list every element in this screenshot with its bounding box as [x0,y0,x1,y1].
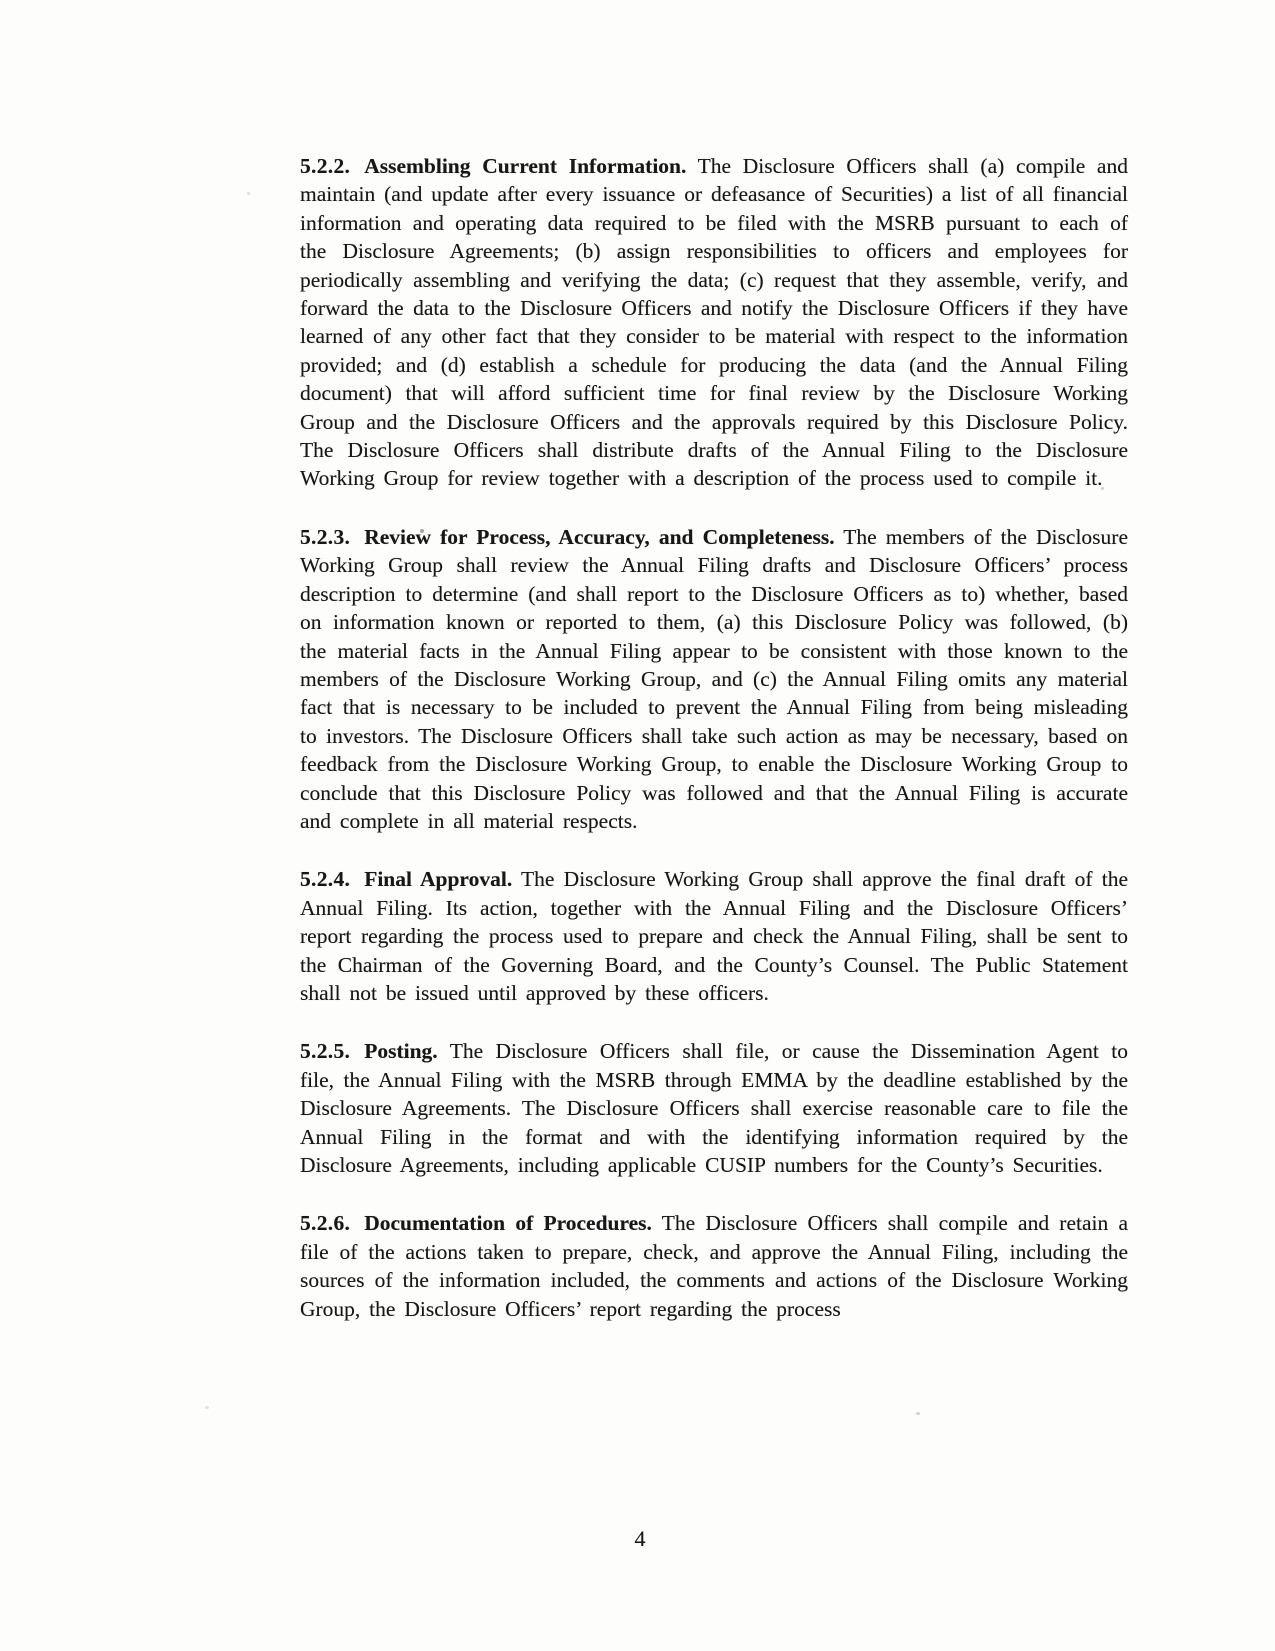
page-number: 4 [634,1526,646,1551]
scan-speck [247,192,250,195]
section-text: The Disclosure Working Group shall approve the final draft of the Annual Filing. Its action, together with the Annual Filing and the Disclosure Officers’ report regarding the process used to prepare and check the Annual Filing, shall be sent to the Chairman of the Governing Board, and the County’s Counsel. The Public Statement shall not be issued until approved by these officers. [300,867,1128,1005]
section-number: 5.2.2. [300,154,351,178]
paragraph-5-2-2 [300,152,1128,493]
scan-speck [1101,487,1104,490]
section-number: 5.2.5. [300,1039,351,1064]
section-text: The Disclosure Officers shall file, or cause the Dissemination Agent to file, the Annual Filing with the MSRB through EMMA by the deadline established by the Disclosure Agreements. The Disclosure Officers shall exercise reasonable care to file the Annual Filing in the format and with the identifying information required by the Disclosure Agreements, including applicable CUSIP numbers for the County’s Securities. [300,1039,1129,1177]
section-title: Review for Process, Accuracy, and Completeness. [364,524,835,549]
paragraph-5-2-3 [300,523,1128,835]
section-text: The Disclosure Officers shall compile and retain a file of the actions taken to prepare, check, and approve the Annual Filing, including the sources of the information included, the comments and actions of the Disclosure Working Group, the Disclosure Officers’ report regarding the process [300,1211,1128,1321]
document-body [300,152,1128,1323]
section-number: 5.2.4. [300,867,351,892]
scan-speck [205,1406,209,1409]
section-title: Assembling Current Information. [364,154,687,178]
section-title: Documentation of Procedures. [364,1211,652,1236]
section-text: The members of the Disclosure Working Group shall review the Annual Filing drafts and Disclosure Officers’ process description to determine (and shall report to the Disclosure Officers as to) whether, based on information known or reported to them, (a) this Disclosure Policy was followed, (b) the material facts in the Annual Filing appear to be consistent with those known to the members of the Disclosure Working Group, and (c) the Annual Filing omits any material fact that is necessary to be included to prevent the Annual Filing from being misleading to investors. The Disclosure Officers shall take such action as may be necessary, based on feedback from the Disclosure Working Group, to enable the Disclosure Working Group to conclude that this Disclosure Policy was followed and that the Annual Filing is accurate and complete in all material respects. [300,524,1128,833]
paragraph-5-2-5 [300,1037,1128,1179]
paragraph-5-2-6 [300,1209,1128,1323]
section-title: Posting. [364,1039,438,1064]
section-number: 5.2.6. [300,1211,351,1236]
scan-speck [916,1412,920,1415]
paragraph-5-2-4 [300,865,1128,1007]
section-number: 5.2.3. [300,524,351,549]
section-text: The Disclosure Officers shall (a) compile and maintain (and update after every issuance or defeasance of Securities) a list of all financial information and operating data required to be filed with the MSRB pursuant to each of the Disclosure Agreements; (b) assign responsibilities to officers and employees for periodically assembling and verifying the data; (c) request that they assemble, verify, and forward the data to the Disclosure Officers and notify the Disclosure Officers if they have learned of any other fact that they consider to be material with respect to the information provided; and (d) establish a schedule for producing the data (and the Annual Filing document) that will afford sufficient time for final review by the Disclosure Working Group and the Disclosure Officers and the approvals required by this Disclosure Policy. The Disclosure Officers shall distribute drafts of the Annual Filing to the Disclosure Working Group for review together with a description of the process used to compile it. [300,154,1128,491]
section-title: Final Approval. [364,867,513,892]
scan-speck [420,529,424,533]
